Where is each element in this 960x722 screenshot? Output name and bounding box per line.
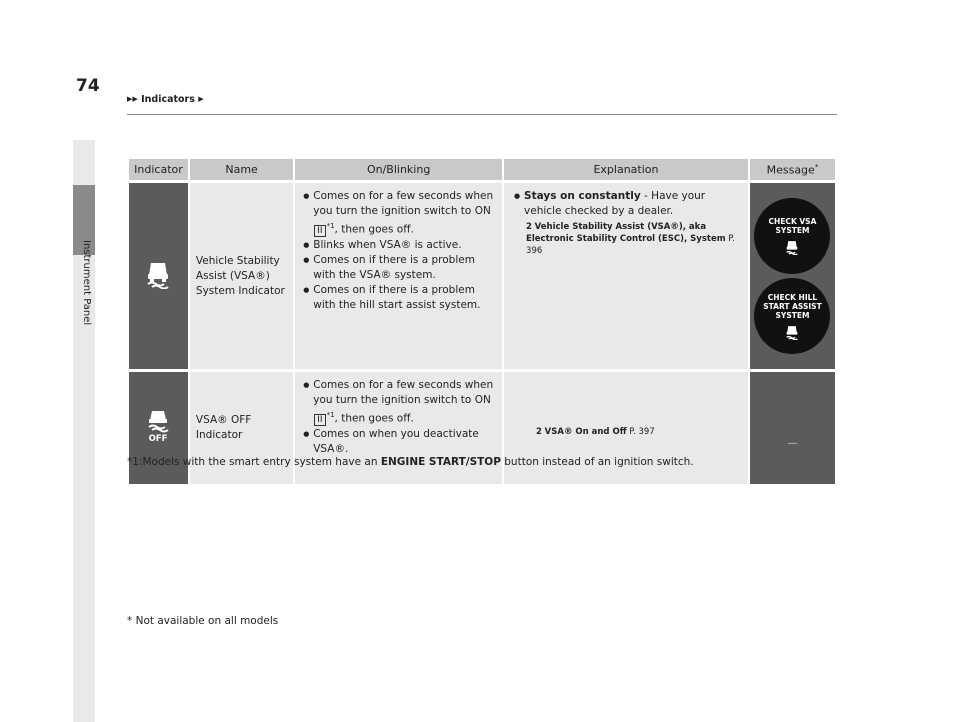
chevron-right-icon: ▶ (198, 95, 204, 103)
vsa-indicator-icon (784, 324, 800, 340)
ignition-key-icon: II (314, 225, 325, 237)
message-cell (750, 183, 835, 369)
side-label: Instrument Panel (81, 240, 92, 326)
list-item: ● Blinks when VSA® is active. (303, 238, 496, 253)
indicator-cell (129, 183, 188, 369)
breadcrumb-label: Indicators (141, 94, 195, 105)
ignition-key-icon: II (314, 414, 325, 426)
cross-reference-link[interactable]: 2 Vehicle Stability Assist (VSA®), aka Electronic Stability Control (ESC), System P. 396 (526, 222, 735, 256)
list-item: ● Comes on when you deactivate VSA®. (303, 427, 496, 457)
message-cell (750, 372, 835, 484)
col-header-on-blinking: On/Blinking (295, 159, 502, 180)
col-header-explanation: Explanation (504, 159, 748, 180)
table-header-row (129, 159, 835, 180)
message-badge: CHECK VSA SYSTEM (754, 198, 830, 274)
on-blinking-cell (295, 183, 502, 369)
message-badge: CHECK HILL START ASSIST SYSTEM (754, 278, 830, 354)
cross-reference-link[interactable]: 2 VSA® On and Off P. 397 (536, 427, 655, 437)
indicator-table (127, 156, 837, 487)
vsa-indicator-icon (143, 259, 173, 289)
col-header-name: Name (190, 159, 293, 180)
breadcrumb[interactable] (127, 94, 204, 105)
list-item: ● Stays on constantly - Have your vehicle checked by a dealer. (514, 189, 742, 219)
vsa-off-indicator-icon (143, 409, 173, 443)
chevron-right-icon: ▶▶ (127, 95, 138, 103)
name-cell: VSA® OFF Indicator (190, 372, 293, 484)
page-number: 74 (76, 76, 100, 96)
table-footnote: *1:Models with the smart entry system have an ENGINE START/STOP button instead of an ignition switch. (127, 456, 694, 468)
availability-footnote: * Not available on all models (127, 615, 279, 627)
no-message-dash: — (787, 437, 798, 449)
list-item: ● Comes on if there is a problem with the VSA® system. (303, 253, 496, 283)
svg-text:OFF: OFF (149, 433, 168, 443)
name-cell: Vehicle Stability Assist (VSA®) System Indicator (190, 183, 293, 369)
reference-icon: 2 (536, 427, 542, 437)
header-rule (127, 114, 837, 115)
vsa-indicator-icon (784, 239, 800, 255)
list-item: ● Comes on for a few seconds when you turn the ignition switch to ON II $^{*1}$, then goes off. (303, 378, 496, 427)
table-row (129, 183, 835, 369)
explanation-cell (504, 183, 748, 369)
col-header-indicator: Indicator (129, 159, 188, 180)
list-item: ● Comes on for a few seconds when you turn the ignition switch to ON II $^{*1}$, then goes off. (303, 189, 496, 238)
reference-icon: 2 (526, 222, 532, 232)
list-item: ● Comes on if there is a problem with the hill start assist system. (303, 283, 496, 313)
col-header-message: Message* (750, 159, 835, 180)
